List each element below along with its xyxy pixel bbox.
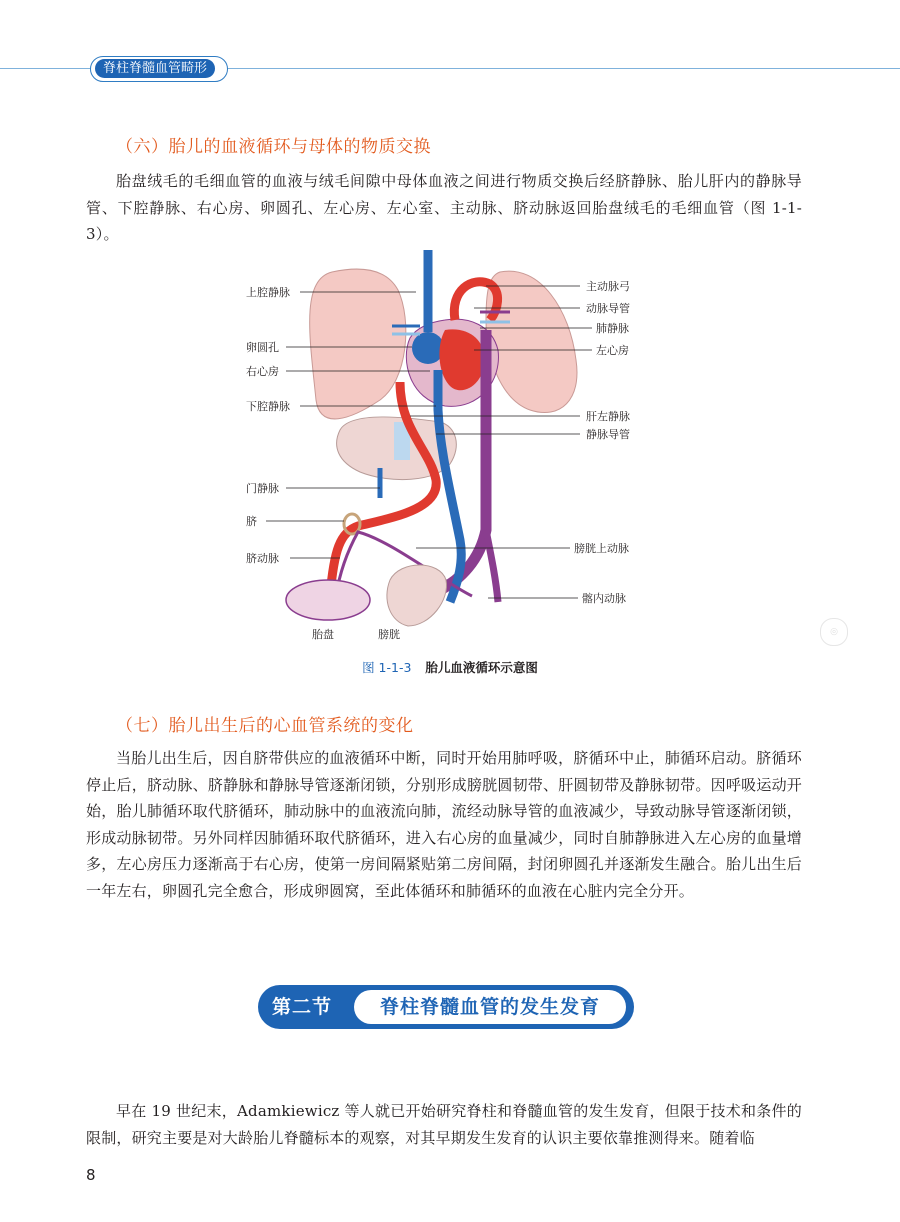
section-6-heading: （六）胎儿的血液循环与母体的物质交换 — [116, 137, 431, 157]
section-banner — [258, 985, 634, 1029]
label-bladder: 膀胱 — [378, 628, 400, 641]
label-placenta: 胎盘 — [312, 628, 334, 641]
page-number: 8 — [86, 1166, 96, 1184]
label-svc: 上腔静脉 — [246, 286, 290, 299]
label-pulmonary-vein: 肺静脉 — [596, 322, 629, 335]
section-6-paragraph: 胎盘绒毛的毛细血管的血液与绒毛间隙中母体血液之间进行物质交换后经脐静脉、胎儿肝内的静脉导管、下腔静脉、右心房、卵圆孔、左心房、左心室、主动脉、脐动脉返回胎盘绒毛的毛细血管（图 1-1-3）。 — [86, 172, 802, 243]
running-header-title: 脊柱脊髓血管畸形 — [95, 59, 215, 78]
section-7-paragraph: 当胎儿出生后，因自脐带供应的血液循环中断，同时开始用肺呼吸，脐循环中止，肺循环启动。脐循环停止后，脐动脉、脐静脉和静脉导管逐渐闭锁，分别形成膀胱圆韧带、肝圆韧带及静脉韧带。因呼吸运动开始，胎儿肺循环取代脐循环，肺动脉中的血液流向肺，流经动脉导管的血液减少，导致动脉导管逐渐闭锁，形成动脉韧带。另外同样因肺循环取代脐循环，进入右心房的血量减少，同时自肺静脉进入左心房的血量增多，左心房压力逐渐高于右心房，使第一房间隔紧贴第二房间隔，封闭卵圆孔并逐渐发生融合。胎儿出生后一年左右，卵圆孔完全愈合，形成卵圆窝，至此体循环和肺循环的血液在心脏内完全分开。 — [86, 749, 802, 900]
section-banner-label: 第二节 — [272, 996, 333, 1018]
label-internal-iliac-artery: 髂内动脉 — [582, 592, 626, 605]
bladder — [387, 565, 447, 626]
label-ductus-venosus: 静脉导管 — [586, 428, 630, 441]
section-banner-title: 脊柱脊髓血管的发生发育 — [354, 990, 626, 1024]
label-ivc: 下腔静脉 — [246, 400, 290, 413]
right-atrium — [412, 332, 444, 364]
placenta — [286, 580, 370, 620]
section-2-paragraph: 早在 19 世纪末，Adamkiewicz 等人就已开始研究脊柱和脊髓血管的发生发育，但限于技术和条件的限制，研究主要是对大龄胎儿脊髓标本的观察，对其早期发生发育的认识主要依靠推测得来。随着临 — [86, 1102, 802, 1147]
label-portal-vein: 门静脉 — [246, 482, 279, 495]
running-header — [90, 56, 228, 82]
fetal-circulation-figure — [240, 250, 660, 642]
label-right-atrium: 右心房 — [246, 365, 279, 378]
figure-caption — [0, 658, 900, 676]
label-umbilicus: 脐 — [246, 515, 257, 528]
section-7-heading: （七）胎儿出生后的心血管系统的变化 — [116, 716, 414, 736]
label-left-hepatic-vein: 肝左静脉 — [586, 410, 630, 423]
figure-caption-text: 胎儿血液循环示意图 — [425, 660, 538, 675]
fetal-circulation-diagram — [240, 250, 660, 642]
label-ductus-arteriosus: 动脉导管 — [586, 302, 630, 315]
label-superior-vesical-artery: 膀胱上动脉 — [574, 542, 629, 555]
figure-caption-number: 图 1-1-3 — [362, 660, 412, 675]
watermark-icon: ◎ — [820, 618, 848, 646]
label-umbilical-artery: 脐动脉 — [246, 552, 279, 565]
label-foramen-ovale: 卵圆孔 — [246, 341, 279, 354]
label-aortic-arch: 主动脉弓 — [586, 280, 630, 293]
left-lung — [310, 269, 406, 419]
label-left-atrium: 左心房 — [596, 344, 629, 357]
